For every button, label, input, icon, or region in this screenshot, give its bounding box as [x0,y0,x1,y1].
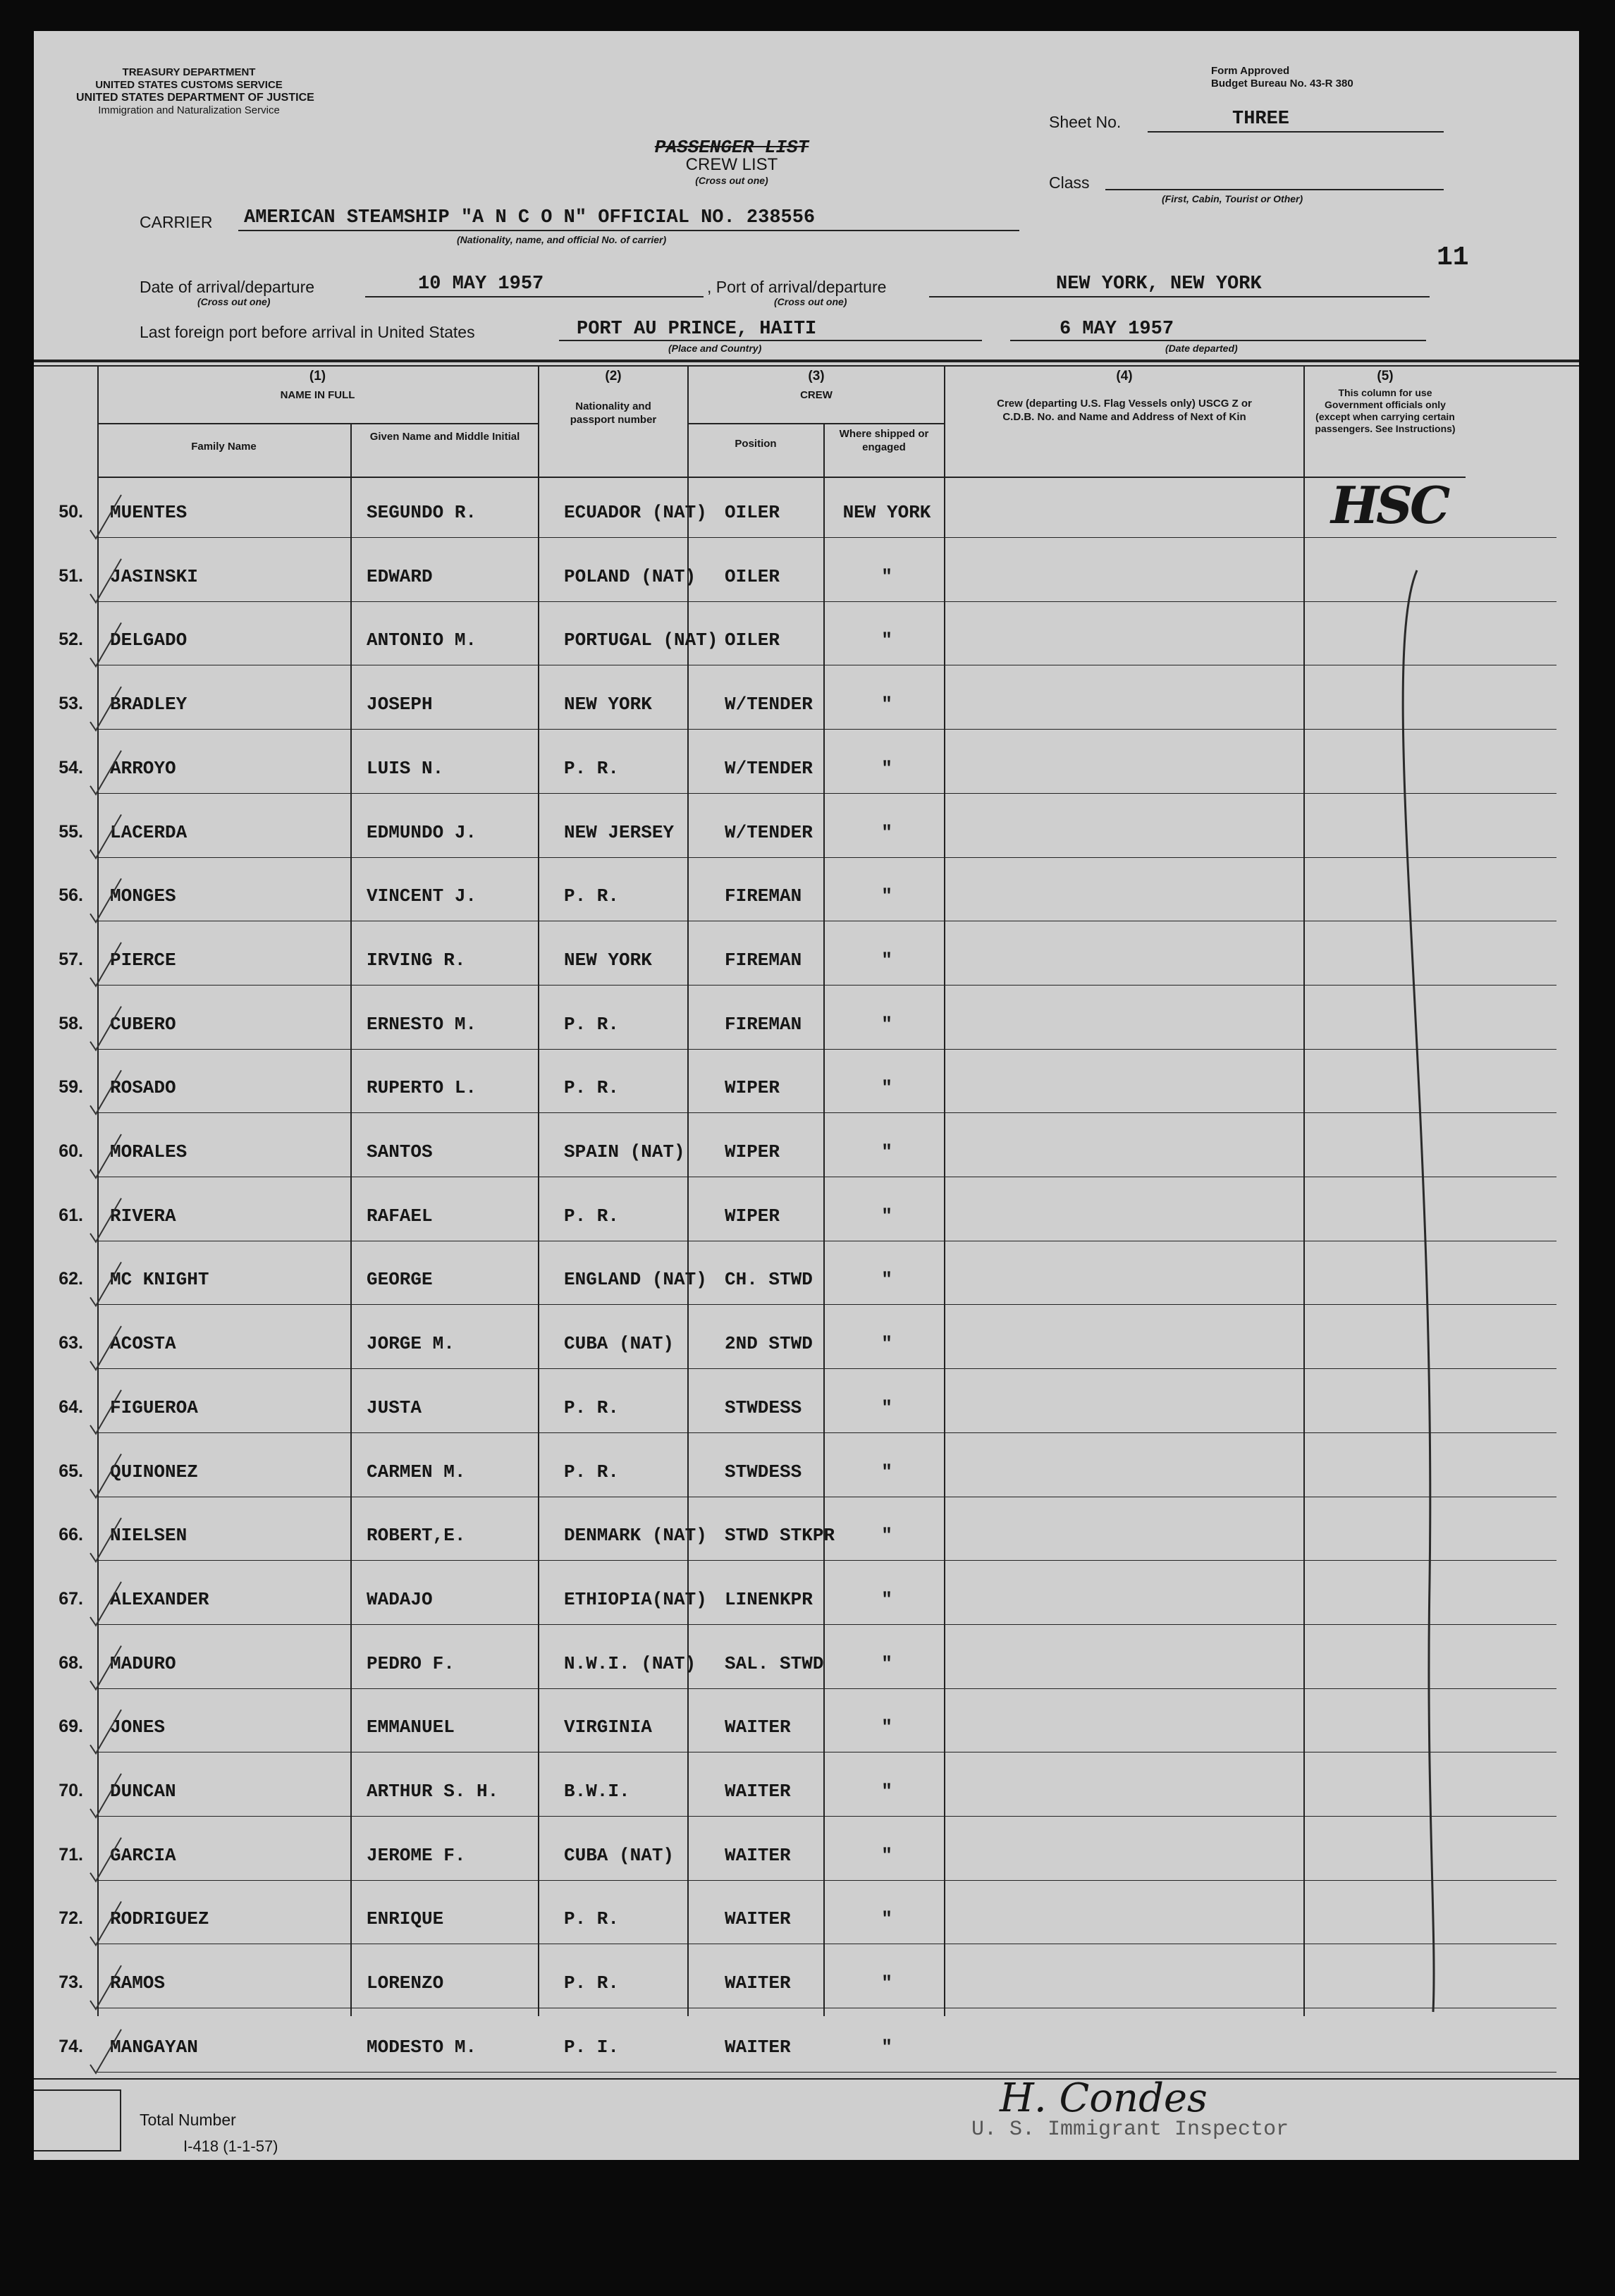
date-arrival-label: Date of arrival/departure [140,278,315,296]
check-mark [90,1134,121,1178]
nationality: ENGLAND (NAT) [564,1269,707,1291]
position: OILER [725,502,780,523]
where-engaged: " [881,1141,892,1162]
position: CH. STWD [725,1269,813,1291]
where-engaged: " [881,630,892,651]
check-mark [90,1582,121,1626]
family-name: MADURO [110,1652,176,1674]
col5-number: (5) [1377,369,1394,383]
row-number: 56. [59,885,83,906]
nationality: P. R. [564,1077,620,1099]
row-number: 73. [59,1972,83,1993]
position: W/TENDER [725,821,813,843]
given-name: ERNESTO M. [367,1013,477,1035]
given-name: ANTONIO M. [367,630,477,651]
position: STWDESS [725,1461,802,1482]
position: WAITER [725,2036,791,2058]
agency-line-2: UNITED STATES CUSTOMS SERVICE [95,79,283,91]
position: WAITER [725,1972,791,1994]
position: FIREMAN [725,885,802,907]
where-engaged: " [881,1077,892,1099]
col5-title: This column for use Government officials only (except when carrying certain passengers. See Instructions) [1315,387,1456,434]
nationality: P. R. [564,1013,620,1035]
row-number: 57. [59,949,83,969]
row-number: 54. [59,757,83,778]
class-label: Class [1049,173,1090,192]
where-engaged: " [881,1333,892,1355]
position: WAITER [725,1717,791,1738]
given-name: EDWARD [367,565,433,587]
carrier-caption: (Nationality, name, and official No. of carrier) [457,234,667,245]
carrier-label: CARRIER [140,213,213,231]
sheet-value: THREE [1232,109,1290,130]
where-engaged: " [881,1908,892,1930]
given-name: JUSTA [367,1396,422,1418]
nationality: P. R. [564,1908,620,1930]
col4-title: Crew (departing U.S. Flag Vessels only) USCG Z or C.D.B. No. and Name and Address of Next of Kin [997,398,1252,423]
row-number: 63. [59,1333,83,1353]
col4-number: (4) [1116,369,1133,383]
position: WIPER [725,1077,780,1099]
position: 2ND STWD [725,1333,813,1355]
family-name: MONGES [110,885,176,907]
list-title: CREW LIST [685,155,778,174]
check-mark [90,1007,121,1050]
given-name: JOSEPH [367,694,433,716]
row-number: 58. [59,1013,83,1033]
date-arrival-value: 10 MAY 1957 [418,274,544,295]
nationality: P. R. [564,885,620,907]
nationality: SPAIN (NAT) [564,1141,685,1162]
family-name: DUNCAN [110,1781,176,1802]
position: STWD STKPR [725,1525,835,1547]
where-engaged: " [881,1205,892,1227]
check-mark [90,815,121,859]
nationality: ETHIOPIA(NAT) [564,1588,707,1610]
where-engaged: NEW YORK [842,502,931,523]
given-name: EDMUNDO J. [367,821,477,843]
given-name: LORENZO [367,1972,444,1994]
given-name: SANTOS [367,1141,433,1162]
family-name: PIERCE [110,949,176,971]
check-mark [90,687,121,730]
where-engaged: " [881,2036,892,2058]
where-engaged: " [881,1781,892,1802]
row-number: 53. [59,694,83,714]
form-approved-line-2: Budget Bureau No. 43-R 380 [1211,78,1353,90]
position: WIPER [725,1141,780,1162]
where-header: Where shipped or engaged [839,428,929,453]
where-engaged: " [881,821,892,843]
total-number-label: Total Number [140,2111,236,2129]
family-name: NIELSEN [110,1525,188,1547]
nationality: NEW JERSEY [564,821,675,843]
position: W/TENDER [725,757,813,779]
check-mark [90,1454,121,1498]
given-name: ROBERT,E. [367,1525,466,1547]
port-arrival-label: , Port of arrival/departure [707,278,887,296]
given-name-header: Given Name and Middle Initial [369,431,520,443]
row-number: 66. [59,1525,83,1545]
handwritten-marks [34,31,1579,2160]
family-name: RIVERA [110,1205,176,1227]
where-engaged: " [881,1717,892,1738]
where-engaged: " [881,694,892,716]
check-mark [90,1518,121,1561]
given-name: JORGE M. [367,1333,455,1355]
family-name: ACOSTA [110,1333,176,1355]
family-name: MUENTES [110,502,188,523]
check-mark [90,1646,121,1690]
row-number: 68. [59,1652,83,1673]
given-name: JEROME F. [367,1844,466,1866]
inspector-title: U. S. Immigrant Inspector [971,2118,1289,2142]
family-name: RAMOS [110,1972,166,1994]
col1-number: (1) [309,369,326,383]
last-port-date: 6 MAY 1957 [1060,319,1174,340]
check-mark [90,1901,121,1945]
position: SAL. STWD [725,1652,824,1674]
nationality: PORTUGAL (NAT) [564,630,718,651]
given-name: RUPERTO L. [367,1077,477,1099]
row-number: 51. [59,565,83,586]
check-mark [90,878,121,922]
where-engaged: " [881,565,892,587]
last-port-value: PORT AU PRINCE, HAITI [577,319,817,340]
family-name: DELGADO [110,630,188,651]
where-engaged: " [881,885,892,907]
given-name: ARTHUR S. H. [367,1781,499,1802]
sheet-label: Sheet No. [1049,113,1122,131]
nationality: P. R. [564,757,620,779]
row-number: 65. [59,1461,83,1481]
where-engaged: " [881,757,892,779]
col3-title: CREW [800,389,833,401]
given-name: CARMEN M. [367,1461,466,1482]
nationality: NEW YORK [564,694,652,716]
family-name-header: Family Name [191,441,257,453]
row-number: 59. [59,1077,83,1098]
given-name: LUIS N. [367,757,444,779]
nationality: P. R. [564,1461,620,1482]
check-mark [90,2030,121,2073]
family-name: ALEXANDER [110,1588,209,1610]
agency-line-4: Immigration and Naturalization Service [98,104,280,116]
given-name: SEGUNDO R. [367,502,477,523]
family-name: CUBERO [110,1013,176,1035]
check-mark [90,1326,121,1370]
given-name: IRVING R. [367,949,466,971]
total-number-box [34,2089,121,2151]
family-name: QUINONEZ [110,1461,198,1482]
position-header: Position [735,438,777,450]
row-number: 50. [59,502,83,522]
nationality: DENMARK (NAT) [564,1525,707,1547]
official-initials: HSC [1331,475,1448,535]
where-engaged: " [881,1844,892,1866]
page-number: 11 [1437,243,1469,273]
list-type-caption: (Cross out one) [695,175,768,186]
family-name: JASINSKI [110,565,198,587]
where-engaged: " [881,1588,892,1610]
check-mark [90,1709,121,1753]
inspector-signature: H. Condes [1000,2075,1208,2121]
col2-title: Nationality and passport number [570,400,657,426]
crew-list-document [34,31,1579,2160]
col2-number: (2) [605,369,622,383]
given-name: VINCENT J. [367,885,477,907]
position: STWDESS [725,1396,802,1418]
row-number: 67. [59,1588,83,1609]
nationality: P. R. [564,1396,620,1418]
where-engaged: " [881,1972,892,1994]
row-number: 60. [59,1141,83,1161]
check-mark [90,1838,121,1881]
form-number: I-418 (1-1-57) [183,2137,278,2155]
family-name: MANGAYAN [110,2036,198,2058]
nationality: NEW YORK [564,949,652,971]
position: WAITER [725,1908,791,1930]
given-name: ENRIQUE [367,1908,444,1930]
nationality: P. I. [564,2036,620,2058]
family-name: ARROYO [110,757,176,779]
port-arrival-caption: (Cross out one) [774,296,847,307]
check-mark [90,559,121,603]
nationality: VIRGINIA [564,1717,652,1738]
family-name: MORALES [110,1141,188,1162]
form-approved-line-1: Form Approved [1211,65,1290,77]
family-name: MC KNIGHT [110,1269,209,1291]
last-port-caption: (Place and Country) [668,343,762,354]
check-mark [90,1198,121,1242]
where-engaged: " [881,1013,892,1035]
nationality: ECUADOR (NAT) [564,502,707,523]
where-engaged: " [881,1461,892,1482]
row-number: 74. [59,2036,83,2056]
where-engaged: " [881,1396,892,1418]
family-name: BRADLEY [110,694,188,716]
row-number: 64. [59,1396,83,1417]
where-engaged: " [881,1525,892,1547]
row-number: 71. [59,1844,83,1865]
position: WAITER [725,1844,791,1866]
where-engaged: " [881,1269,892,1291]
given-name: WADAJO [367,1588,433,1610]
check-mark [90,495,121,539]
carrier-value: AMERICAN STEAMSHIP "A N C O N" OFFICIAL NO. 238556 [244,207,816,228]
nationality: CUBA (NAT) [564,1333,675,1355]
nationality: POLAND (NAT) [564,565,696,587]
family-name: RODRIGUEZ [110,1908,209,1930]
where-engaged: " [881,1652,892,1674]
given-name: EMMANUEL [367,1717,455,1738]
given-name: MODESTO M. [367,2036,477,2058]
date-arrival-caption: (Cross out one) [197,296,271,307]
family-name: JONES [110,1717,166,1738]
check-mark [90,1390,121,1434]
row-number: 61. [59,1205,83,1225]
col1-title: NAME IN FULL [280,389,355,401]
check-mark [90,943,121,986]
family-name: GARCIA [110,1844,176,1866]
position: WAITER [725,1781,791,1802]
position: FIREMAN [725,949,802,971]
row-number: 62. [59,1269,83,1289]
position: W/TENDER [725,694,813,716]
last-port-date-caption: (Date departed) [1165,343,1238,354]
where-engaged: " [881,949,892,971]
check-mark [90,1774,121,1817]
check-mark [90,1070,121,1114]
row-number: 70. [59,1781,83,1800]
nationality: N.W.I. (NAT) [564,1652,696,1674]
struck-list-type: PASSENGER LIST [654,137,809,158]
row-number: 72. [59,1908,83,1929]
nationality: P. R. [564,1972,620,1994]
check-mark [90,751,121,794]
family-name: FIGUEROA [110,1396,198,1418]
last-port-label: Last foreign port before arrival in United States [140,323,475,341]
agency-line-1: TREASURY DEPARTMENT [122,66,256,78]
family-name: ROSADO [110,1077,176,1099]
position: FIREMAN [725,1013,802,1035]
given-name: PEDRO F. [367,1652,455,1674]
check-mark [90,622,121,666]
nationality: B.W.I. [564,1781,630,1802]
nationality: CUBA (NAT) [564,1844,675,1866]
position: LINENKPR [725,1588,813,1610]
row-number: 69. [59,1717,83,1737]
given-name: RAFAEL [367,1205,433,1227]
position: OILER [725,630,780,651]
check-mark [90,1262,121,1306]
check-mark [90,1965,121,2009]
position: OILER [725,565,780,587]
class-caption: (First, Cabin, Tourist or Other) [1162,193,1303,204]
row-number: 55. [59,821,83,842]
position: WIPER [725,1205,780,1227]
family-name: LACERDA [110,821,188,843]
row-number: 52. [59,630,83,650]
given-name: GEORGE [367,1269,433,1291]
agency-line-3: UNITED STATES DEPARTMENT OF JUSTICE [76,92,314,104]
port-arrival-value: NEW YORK, NEW YORK [1056,274,1262,295]
nationality: P. R. [564,1205,620,1227]
col3-number: (3) [808,369,825,383]
